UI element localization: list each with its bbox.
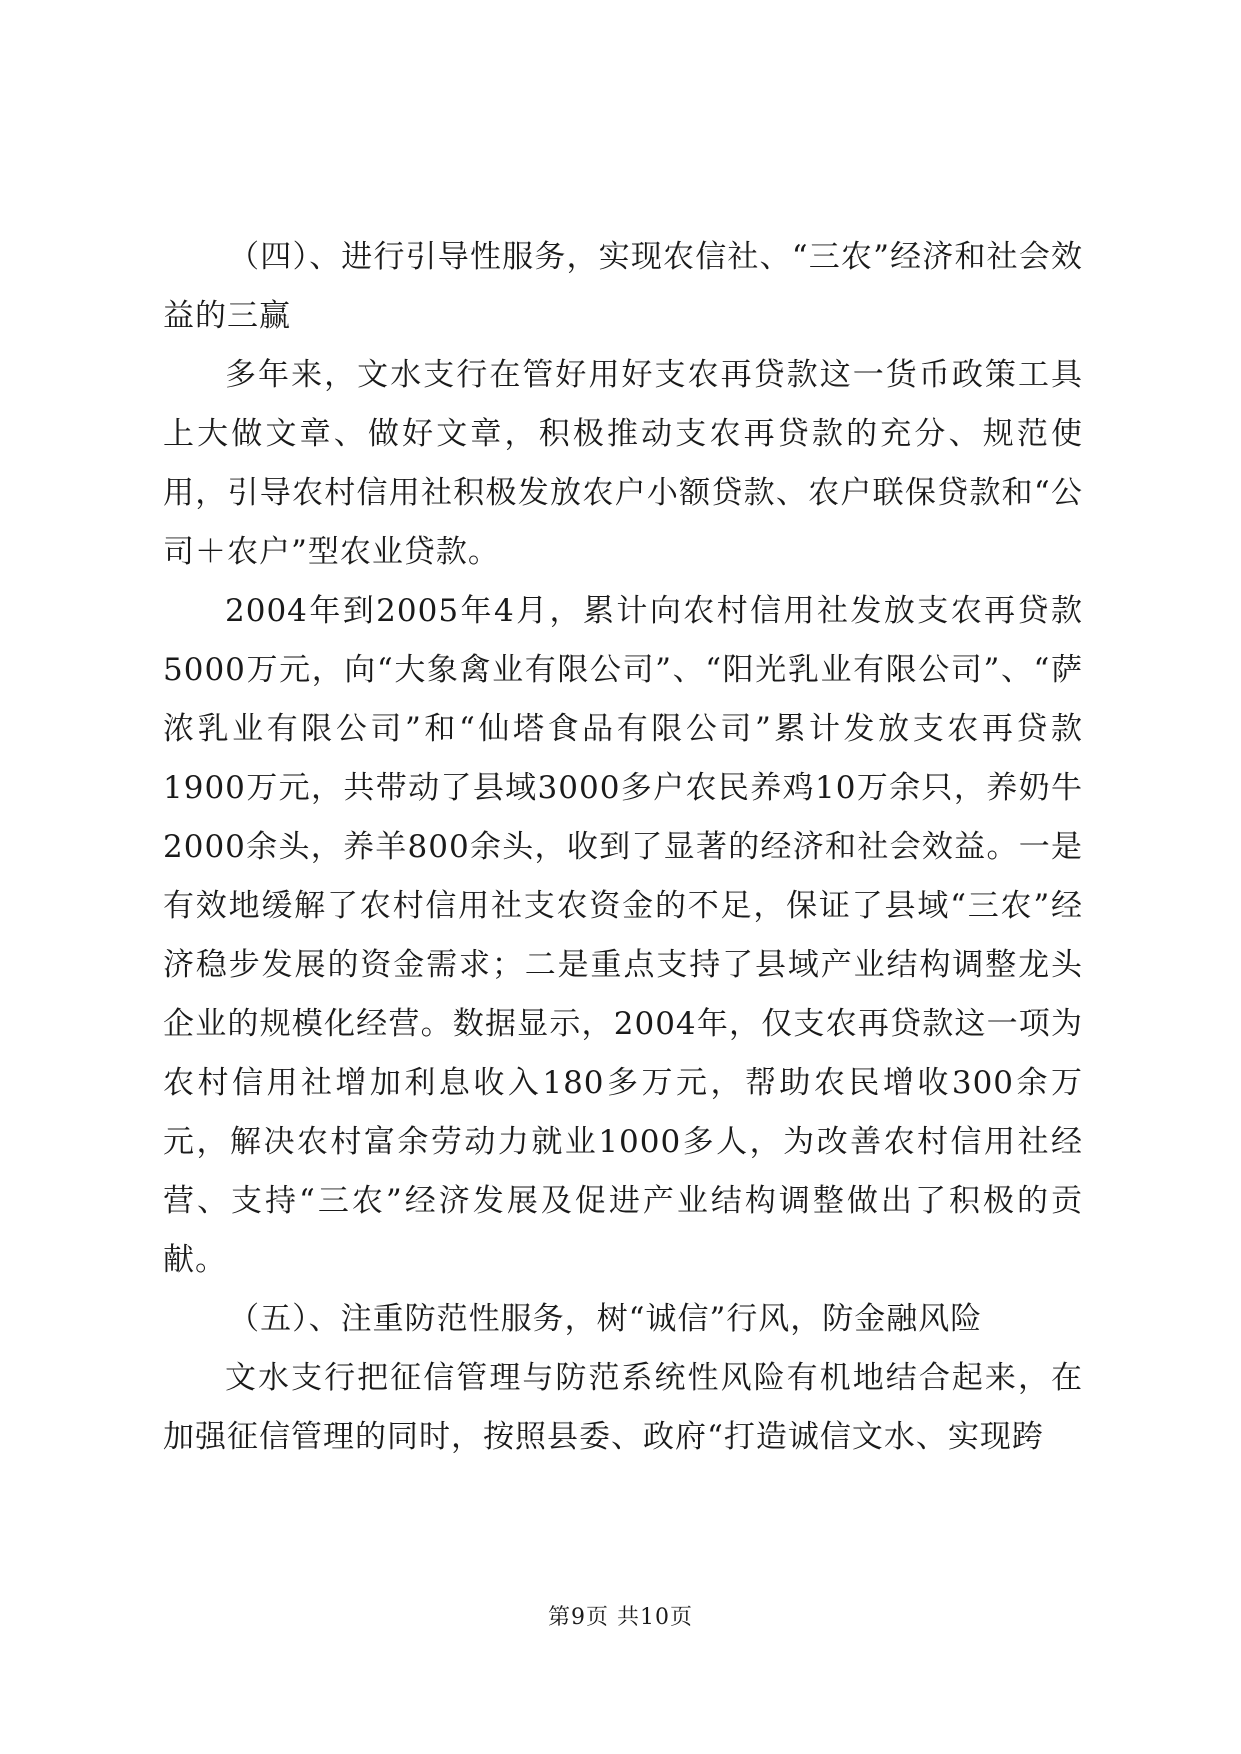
document-body xyxy=(163,228,1083,1467)
body-paragraph: 2004年到2005年4月，累计向农村信用社发放支农再贷款5000万元，向“大象禽业有限公司”、“阳光乳业有限公司”、“萨浓乳业有限公司”和“仙塔食品有限公司”累计发放支农再贷款1900万元，共带动了县域3000多户农民养鸡10万余只，养奶牛2000余头，养羊800余头，收到了显著的经济和社会效益。一是有效地缓解了农村信用社支农资金的不足，保证了县域“三农”经济稳步发展的资金需求；二是重点支持了县域产业结构调整龙头企业的规模化经营。数据显示，2004年，仅支农再贷款这一项为农村信用社增加利息收入180多万元，帮助农民增收300余万元，解决农村富余劳动力就业1000多人，为改善农村信用社经营、支持“三农”经济发展及促进产业结构调整做出了积极的贡献。 xyxy=(163,593,1083,1278)
section-heading-5: （五）、注重防范性服务，树“诚信”行风，防金融风险 xyxy=(228,1301,983,1337)
body-paragraph: 多年来，文水支行在管好用好支农再贷款这一货币政策工具上大做文章、做好文章，积极推动支农再贷款的充分、规范使用，引导农村信用社积极发放农户小额贷款、农户联保贷款和“公司＋农户”型农业贷款。 xyxy=(163,357,1083,570)
body-paragraph: 文水支行把征信管理与防范系统性风险有机地结合起来，在加强征信管理的同时，按照县委、政府“打造诚信文水、实现跨 xyxy=(163,1360,1083,1455)
section-heading-4: （四）、进行引导性服务，实现农信社、“三农”经济和社会效益的三赢 xyxy=(163,239,1083,334)
page-number-footer: 第9页 共10页 xyxy=(548,1605,693,1630)
